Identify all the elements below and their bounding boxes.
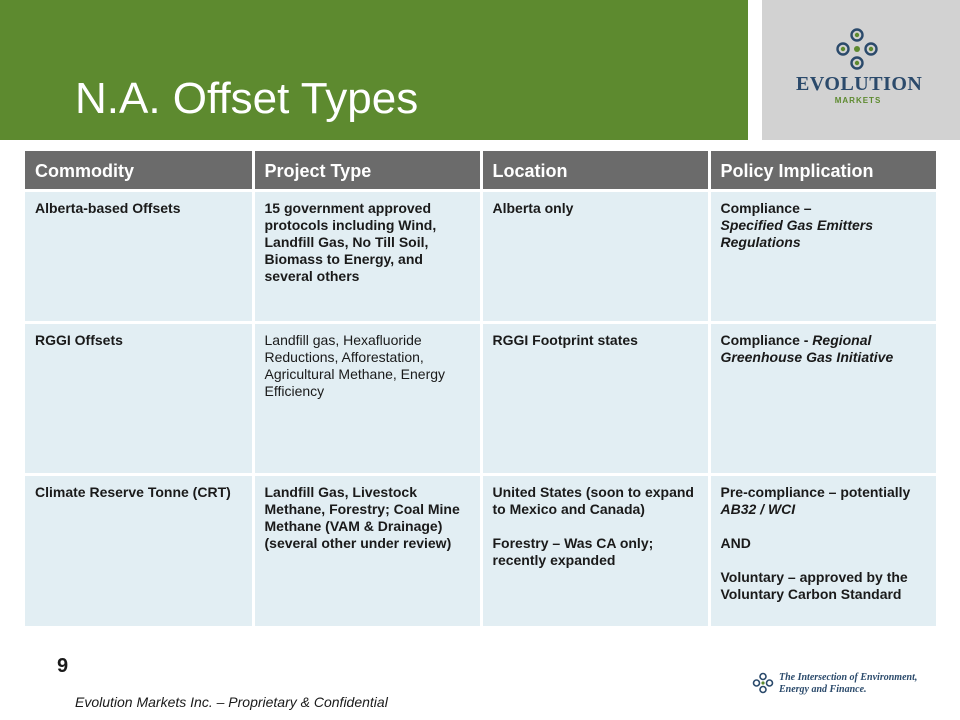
location-text: United States (soon to expand to Mexico and Canada) <box>492 484 694 517</box>
cell-location: RGGI Footprint states <box>481 323 709 475</box>
evolution-logo-icon <box>834 26 880 72</box>
cell-policy <box>709 191 936 323</box>
header-project-type: Project Type <box>253 151 481 191</box>
cell-commodity: Climate Reserve Tonne (CRT) <box>25 475 253 628</box>
header-location: Location <box>481 151 709 191</box>
cell-project-type: 15 government approved protocols including Wind, Landfill Gas, No Till Soil, Biomass to Energy, and several others <box>253 191 481 323</box>
table-row <box>25 323 936 475</box>
policy-text: Compliance - <box>720 332 813 348</box>
policy-and: AND <box>720 535 751 551</box>
policy-text: Pre-compliance – potentially <box>720 484 911 500</box>
offset-types-table <box>25 151 936 629</box>
tagline-line-2: Energy and Finance. <box>779 684 867 695</box>
cell-project-type: Landfill Gas, Livestock Methane, Forestry; Coal Mine Methane (VAM & Drainage) (several other under review) <box>253 475 481 628</box>
policy-regulation: AB32 / WCI <box>720 501 796 517</box>
cell-commodity: RGGI Offsets <box>25 323 253 475</box>
table-row <box>25 475 936 628</box>
header-policy-implication: Policy Implication <box>709 151 936 191</box>
banner-divider <box>748 0 762 140</box>
cell-project-type: Landfill gas, Hexafluoride Reductions, Afforestation, Agricultural Methane, Energy Efficiency <box>253 323 481 475</box>
logo-wordmark: EVOLUTION <box>796 73 923 95</box>
evolution-small-logo-icon <box>752 672 774 694</box>
cell-location: Alberta only <box>481 191 709 323</box>
tagline-line-1: The Intersection of Environment, <box>779 672 918 683</box>
slide-number: 9 <box>57 655 69 677</box>
tagline <box>779 672 917 696</box>
confidential-footer: Evolution Markets Inc. – Proprietary & Confidential <box>75 694 388 710</box>
cell-policy <box>709 323 936 475</box>
cell-location <box>481 475 709 628</box>
header-commodity: Commodity <box>25 151 253 191</box>
cell-policy <box>709 475 936 628</box>
table-row <box>25 191 936 323</box>
slide-title: N.A. Offset Types <box>75 74 419 123</box>
cell-commodity: Alberta-based Offsets <box>25 191 253 323</box>
table-header-row <box>25 151 936 191</box>
policy-text: Compliance – <box>720 200 812 216</box>
policy-voluntary: Voluntary – approved by the Voluntary Carbon Standard <box>720 569 908 602</box>
policy-regulation: Regional Greenhouse Gas Initiative <box>720 332 894 365</box>
location-note: Forestry – Was CA only; recently expanded <box>492 535 654 568</box>
logo-subtitle: MARKETS <box>834 96 882 105</box>
policy-regulation: Specified Gas Emitters Regulations <box>720 217 874 250</box>
